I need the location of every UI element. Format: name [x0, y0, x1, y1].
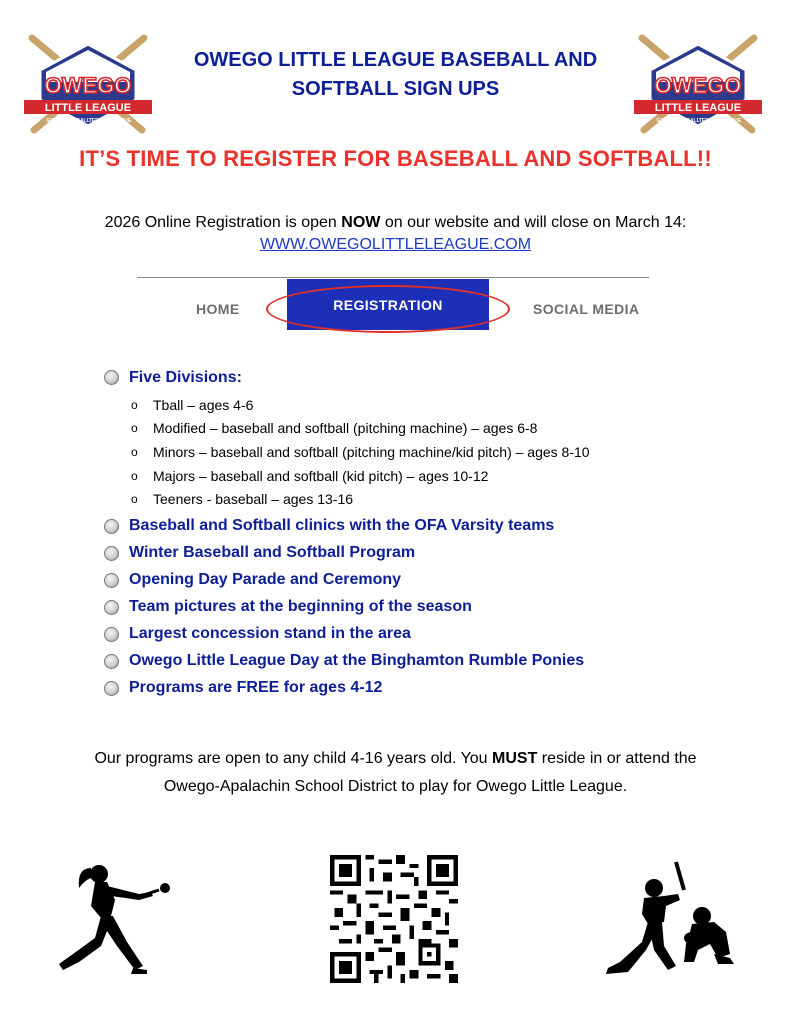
headline: IT’S TIME TO REGISTER FOR BASEBALL AND SOFTBALL!! [79, 146, 712, 171]
intro-emphasis: NOW [341, 214, 381, 231]
division-text: Modified – baseball and softball (pitching machine) – ages 6-8 [153, 420, 538, 437]
baseball-bullet-icon [104, 627, 119, 642]
division-item [131, 417, 724, 441]
logo-banner: LITTLE LEAGUE [44, 102, 132, 114]
logo-word: OWEGO [654, 73, 742, 98]
division-text: Minors – baseball and softball (pitching machine/kid pitch) – ages 8-10 [153, 443, 590, 460]
closing-text: Our programs are open to any child 4-16 years old. You [94, 750, 493, 767]
closing-emphasis: MUST [492, 750, 538, 767]
closing-text-end: reside in or attend the [537, 750, 697, 767]
list-item [104, 621, 724, 648]
owego-little-league-logo-left [18, 30, 158, 140]
circle-bullet-icon: o [131, 397, 138, 412]
eligibility-note [40, 745, 751, 801]
circle-bullet-icon: o [131, 421, 138, 436]
intro-text-end: on our website and will close on March 14: [380, 214, 687, 231]
highlight-text: Largest concession stand in the area [129, 625, 411, 643]
division-item [131, 393, 724, 417]
list-item [104, 364, 724, 391]
division-item [131, 464, 724, 488]
softball-batter-silhouette-icon [55, 858, 175, 976]
baseball-bullet-icon [104, 573, 119, 588]
registration-intro [40, 212, 751, 256]
division-text: Tball – ages 4-6 [153, 396, 254, 413]
nav-home[interactable]: HOME [196, 301, 240, 317]
logo-est: est. 1952 [77, 126, 99, 132]
logo-right-tag: TEENER LEAGUE [88, 118, 132, 124]
baseball-bullet-icon [104, 681, 119, 696]
list-item [104, 567, 724, 594]
logo-word: OWEGO [44, 73, 132, 98]
list-item [104, 675, 724, 702]
intro-text: 2026 Online Registration is open [104, 214, 342, 231]
batter-and-catcher-silhouette-icon [598, 858, 738, 976]
highlight-text: Programs are FREE for ages 4-12 [129, 679, 383, 697]
title-line-1: OWEGO LITTLE LEAGUE BASEBALL AND [193, 49, 598, 71]
circle-bullet-icon: o [131, 468, 138, 483]
logo-banner: LITTLE LEAGUE [654, 102, 742, 114]
division-text: Majors – baseball and softball (kid pitch) – ages 10-12 [153, 467, 489, 484]
logo-right-tag: TEENER LEAGUE [698, 118, 742, 124]
logo-left-tag: GIRLS SOFTBALL [46, 118, 90, 124]
list-item [104, 540, 724, 567]
highlight-text: Owego Little League Day at the Binghamton Rumble Ponies [129, 652, 585, 670]
division-item [131, 440, 724, 464]
title-line-2: SOFTBALL SIGN UPS [291, 78, 500, 100]
closing-line-2: Owego-Apalachin School District to play for Owego Little League. [163, 778, 628, 795]
baseball-bullet-icon [104, 519, 119, 534]
circle-bullet-icon: o [131, 444, 138, 459]
highlight-text: Winter Baseball and Softball Program [129, 544, 416, 562]
baseball-bullet-icon [104, 546, 119, 561]
owego-little-league-logo-right [628, 30, 768, 140]
highlight-text: Opening Day Parade and Ceremony [129, 571, 402, 589]
baseball-bullet-icon [104, 370, 119, 385]
logo-est: est. 1952 [687, 126, 709, 132]
divisions-list [131, 393, 724, 511]
baseball-bullet-icon [104, 654, 119, 669]
qr-code[interactable] [330, 855, 458, 983]
website-link[interactable]: WWW.OWEGOLITTLELEAGUE.COM [259, 236, 532, 253]
baseball-bullet-icon [104, 600, 119, 615]
list-item [104, 594, 724, 621]
highlight-text: Baseball and Softball clinics with the OFA Varsity teams [129, 517, 555, 535]
highlight-text: Team pictures at the beginning of the season [129, 598, 472, 616]
highlight-ring [266, 285, 510, 333]
circle-bullet-icon: o [131, 492, 138, 507]
nav-social-media[interactable]: SOCIAL MEDIA [533, 301, 640, 317]
nav-divider [137, 277, 649, 278]
division-text: Teeners - baseball – ages 13-16 [153, 491, 354, 508]
division-item [131, 487, 724, 511]
nav-registration[interactable]: REGISTRATION [287, 279, 489, 330]
logo-left-tag: GIRLS SOFTBALL [656, 118, 700, 124]
list-item [104, 648, 724, 675]
program-list [104, 364, 724, 702]
page-title [160, 46, 631, 104]
divisions-heading: Five Divisions: [129, 368, 242, 386]
list-item [104, 513, 724, 540]
